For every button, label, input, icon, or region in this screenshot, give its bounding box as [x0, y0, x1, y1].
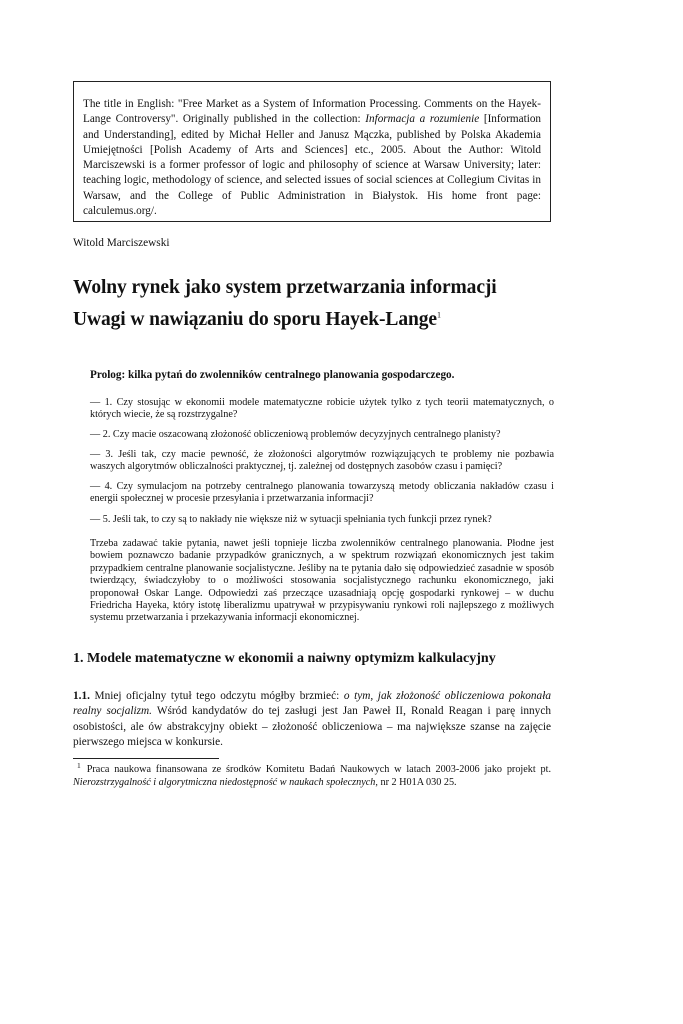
- paper-title: Wolny rynek jako system przetwarzania informacji: [73, 277, 497, 298]
- section-paragraph: [73, 689, 551, 751]
- paper-subtitle-text: Uwagi w nawiązaniu do sporu Hayek-Lange: [73, 309, 437, 330]
- footnote-separator: [73, 758, 219, 759]
- collection-title: Informacja a rozumienie: [365, 113, 480, 126]
- paragraph-number: 1.1.: [73, 690, 90, 702]
- paragraph-italic-text: o tym, jak złożoność obliczeniowa pokonała realny socjalizm.: [73, 690, 551, 718]
- english-title-note-box: [73, 81, 551, 222]
- footnote-mark: 1: [77, 760, 81, 770]
- prolog-question: — 1. Czy stosując w ekonomii modele matematyczne robicie użytek tylko z tych teorii matematycznych, o których wiecie, że są rozstrzygalne?: [90, 397, 554, 421]
- prolog-question: — 2. Czy macie oszacowaną złożoność obliczeniową problemów decyzyjnych centralnego planisty?: [90, 429, 501, 440]
- paragraph-text-b: Wśród kandydatów do tej zasługi jest Jan Paweł II, Ronald Reagan i parę innych osobistości, ale ów abstrakcyjny obiekt – złożoność obliczeniowa – ma największe szanse na zajęcie pierwszego miejsca w konkursie.: [73, 705, 551, 749]
- footnote-italic-text: Nierozstrzygalność i algorytmiczna niedostępność w naukach społecznych: [73, 777, 376, 788]
- footnote-text-a: Praca naukowa finansowana ze środków Komitetu Badań Naukowych w latach 2003-2006 jako projekt pt.: [86, 764, 551, 775]
- prolog-heading: Prolog: kilka pytań do zwolenników centralnego planowania gospodarczego.: [90, 369, 455, 381]
- footnote: [73, 760, 551, 789]
- prolog-question: — 3. Jeśli tak, czy macie pewność, że złożoności algorytmów rozwiązujących te problemy nie pozbawia waszych algorytmów obliczalności praktycznej, tj. zależnej od dostępnych zasobów czasu i pamięci?: [90, 449, 554, 473]
- author-name: Witold Marciszewski: [73, 237, 170, 249]
- note-text-part1: The title in English: "Free Market as a System of Information Processing. Comments on the Hayek-Lange Controversy". Originally published in the collection:: [83, 98, 541, 126]
- section-heading: 1. Modele matematyczne w ekonomii a naiwny optymizm kalkulacyjny: [73, 651, 496, 666]
- prolog-question: — 4. Czy symulacjom na potrzeby centralnego planowania towarzyszą metody obliczania nakładów czasu i energii społecznej w procesie przesyłania i przetwarzania informacji?: [90, 481, 554, 505]
- prolog-question: — 5. Jeśli tak, to czy są to nakłady nie większe niż w sytuacji spełniania tych funkcji przez rynek?: [90, 514, 492, 525]
- note-text-part2: [Information and Understanding], edited by Michał Heller and Janusz Mączka, published by Polska Akademia Umiejętności [Polish Academy of Arts and Sciences] etc., 2005. About the Author: Witold Marciszewski is a former professor of logic and philosophy of science at Warsaw University; later: teaching logic, methodology of science, and selected issues of social sciences at Collegium Civitas in Warsaw, and the College of Public Administration in Białystok. His home front page: calculemus.org/.: [83, 113, 542, 218]
- paragraph-text-a: Mniej oficjalny tytuł tego odczytu mógłby brzmieć:: [89, 690, 344, 702]
- paper-subtitle: [73, 309, 441, 331]
- title-footnote-mark: 1: [436, 310, 441, 320]
- footnote-text-b: , nr 2 H01A 030 25.: [375, 777, 457, 788]
- prolog-paragraph: Trzeba zadawać takie pytania, nawet jeśli topnieje liczba zwolenników centralnego planowania. Płodne jest bowiem poznawczo badanie przypadków granicznych, a w spektrum rozwiązań ekonomicznych jest takim przypadkiem centralne planowanie socjalistyczne. Jeśliby na te pytania dało się odpowiedzieć zasadnie w sposób twierdzący, świadczyłoby to o możliwości stosowania socjalistycznego rachunku ekonomicznego, jaki proponował Oskar Lange. Odpowiedzi zaś przeczące uzasadniają opcję gospodarki rynkowej – w duchu Friedricha Hayeka, który istotę liberalizmu upatrywał w przypisywaniu rynkowi roli najlepszego z możliwych systemu przetwarzania i przekazywania informacji ekonomicznej.: [90, 538, 554, 624]
